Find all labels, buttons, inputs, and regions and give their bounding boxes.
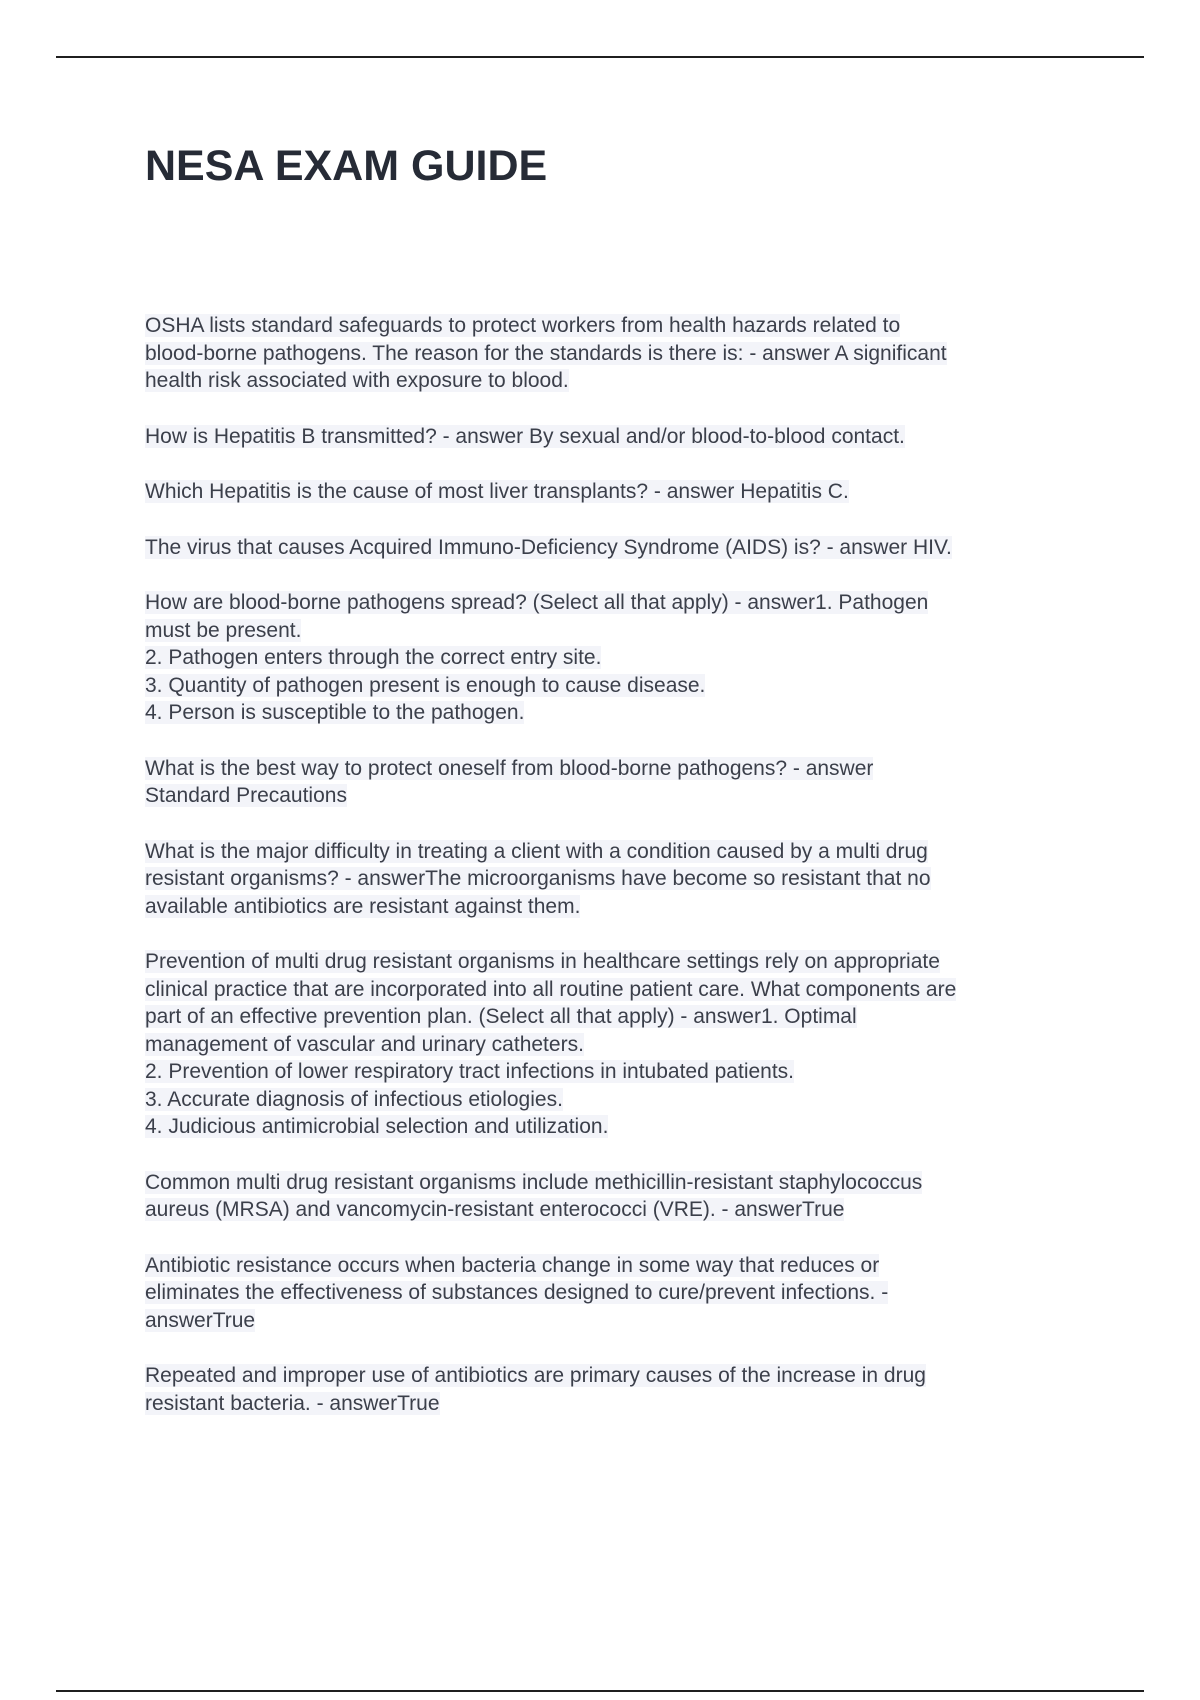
qa-text: Antibiotic resistance occurs when bacteria change in some way that reduces or eliminates the effectiveness of substances designed to cure/prevent infections. - answerTrue bbox=[145, 1253, 889, 1332]
qa-text: What is the major difficulty in treating a client with a condition caused by a multi drug resistant organisms? - answerThe microorganisms have become so resistant that no available antibiotics are resistant against them. bbox=[145, 839, 931, 918]
qa-item bbox=[145, 1362, 1085, 1417]
qa-text: Repeated and improper use of antibiotics are primary causes of the increase in drug resistant bacteria. - answerTrue bbox=[145, 1364, 926, 1415]
qa-item bbox=[145, 838, 1085, 921]
qa-item bbox=[145, 478, 1085, 506]
qa-item bbox=[145, 755, 1085, 810]
qa-text: How are blood-borne pathogens spread? (Select all that apply) - answer1. Pathogen must be present. 2. Pathogen enters through the correct entry site. 3. Quantity of pathogen present is enough to cause disease. 4. Person is susceptible to the pathogen. bbox=[145, 591, 929, 724]
qa-item bbox=[145, 312, 1085, 395]
qa-list bbox=[145, 312, 1085, 1445]
qa-text: How is Hepatitis B transmitted? - answer By sexual and/or blood-to-blood contact. bbox=[145, 424, 905, 448]
qa-item bbox=[145, 534, 1085, 562]
qa-item bbox=[145, 1169, 1085, 1224]
qa-text: The virus that causes Acquired Immuno-Deficiency Syndrome (AIDS) is? - answer HIV. bbox=[145, 535, 952, 559]
qa-item bbox=[145, 1252, 1085, 1335]
qa-text: What is the best way to protect oneself from blood-borne pathogens? - answer Standard Precautions bbox=[145, 756, 874, 807]
bottom-rule bbox=[56, 1690, 1144, 1692]
qa-item bbox=[145, 589, 1085, 727]
page-title: NESA EXAM GUIDE bbox=[145, 142, 548, 190]
qa-item bbox=[145, 423, 1085, 451]
qa-text: OSHA lists standard safeguards to protect workers from health hazards related to blood-borne pathogens. The reason for the standards is there is: - answer A significant health risk associated with exposure to blood. bbox=[145, 314, 947, 392]
qa-item bbox=[145, 948, 1085, 1141]
qa-text: Which Hepatitis is the cause of most liver transplants? - answer Hepatitis C. bbox=[145, 480, 849, 503]
qa-text: Common multi drug resistant organisms include methicillin-resistant staphylococcus aureus (MRSA) and vancomycin-resistant enterococci (VRE). - answerTrue bbox=[145, 1170, 923, 1221]
qa-text: Prevention of multi drug resistant organisms in healthcare settings rely on appropriate clinical practice that are incorporated into all routine patient care. What components are part of an effective prevention plan. (Select all that apply) - answer1. Optimal management of vascular and urinary catheters. 2. Prevention of lower respiratory tract infections in intubated patients. 3. Accurate diagnosis of infectious etiologies. 4. Judicious antimicrobial selection and utilization. bbox=[145, 950, 957, 1138]
top-rule bbox=[56, 56, 1144, 58]
